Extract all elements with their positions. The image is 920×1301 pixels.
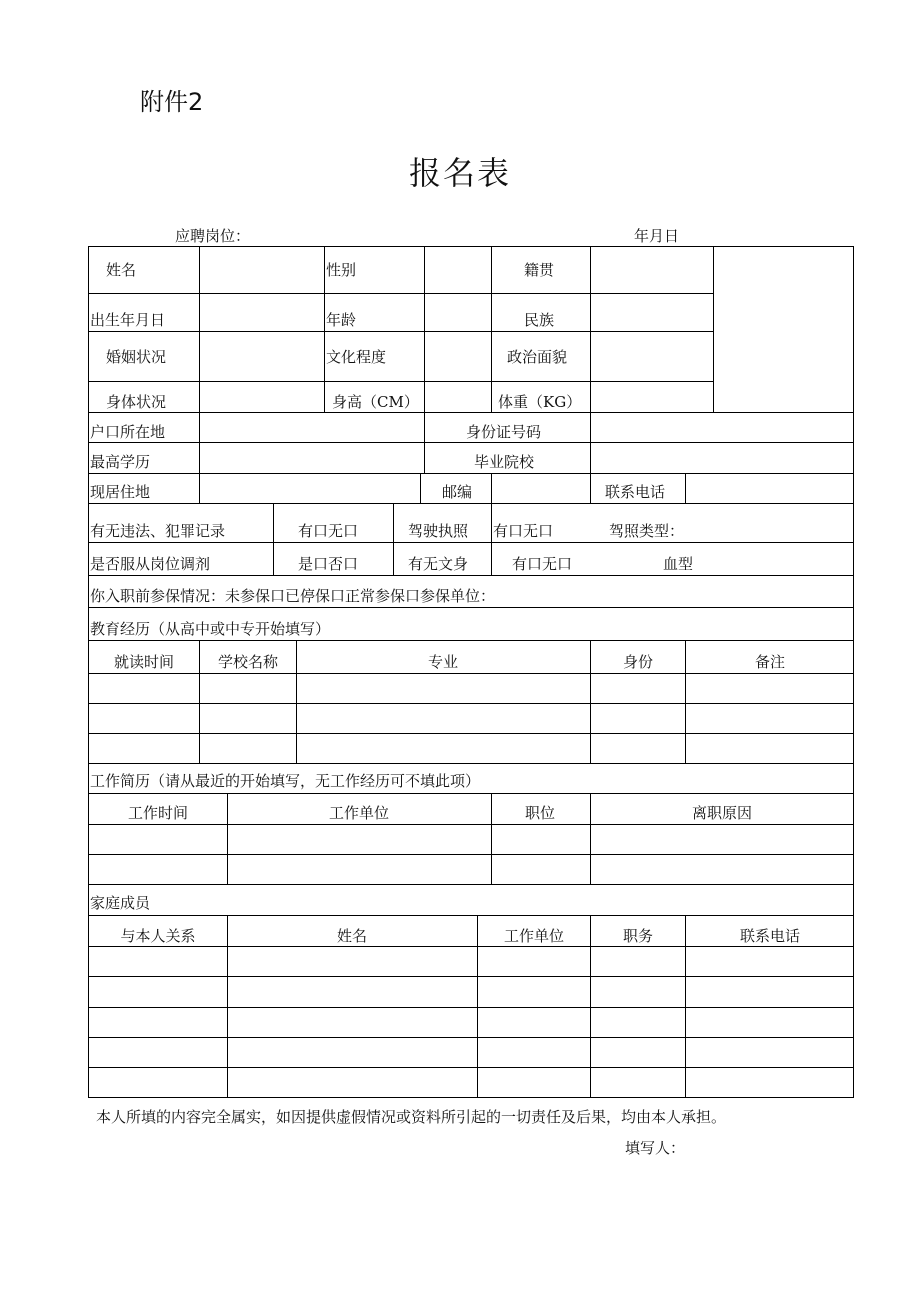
rule bbox=[685, 473, 686, 503]
rule bbox=[491, 246, 492, 412]
label-blood-type: 血型 bbox=[663, 555, 694, 573]
label-phone: 联系电话 bbox=[605, 483, 666, 501]
date-label: 年月日 bbox=[634, 227, 680, 245]
edu-col-school: 学校名称 bbox=[217, 653, 279, 671]
rule bbox=[88, 503, 854, 504]
rule bbox=[590, 246, 591, 412]
rule bbox=[685, 640, 686, 764]
rule bbox=[393, 542, 394, 575]
signer-label: 填写人： bbox=[625, 1139, 686, 1157]
label-height: 身高（CM） bbox=[332, 393, 419, 411]
edu-col-time: 就读时间 bbox=[113, 653, 175, 671]
label-graduated-school: 毕业院校 bbox=[474, 453, 535, 471]
criminal-options: 有口无口 bbox=[298, 522, 359, 540]
label-address: 现居住地 bbox=[90, 483, 151, 501]
photo-box[interactable] bbox=[714, 247, 853, 412]
rule bbox=[88, 412, 854, 413]
rule bbox=[393, 503, 394, 542]
work-col-time: 工作时间 bbox=[127, 804, 189, 822]
rule bbox=[88, 854, 854, 855]
rule bbox=[88, 1037, 854, 1038]
rule bbox=[420, 473, 421, 503]
rule bbox=[477, 915, 478, 1098]
label-id-number: 身份证号码 bbox=[466, 423, 542, 441]
rule bbox=[296, 640, 297, 764]
label-obey-transfer: 是否服从岗位调剂 bbox=[90, 555, 211, 573]
rule bbox=[88, 1067, 854, 1068]
rule bbox=[88, 884, 854, 885]
family-col-name: 姓名 bbox=[336, 927, 368, 945]
license-options: 有口无口 bbox=[493, 522, 554, 540]
label-hukou: 户口所在地 bbox=[90, 423, 166, 441]
tattoo-options: 有口无口 bbox=[512, 555, 573, 573]
rule bbox=[685, 915, 686, 1098]
insurance-status: 你入职前参保情况：未参保口已停保口正常参保口参保单位： bbox=[90, 587, 496, 605]
rule bbox=[88, 763, 854, 764]
edu-col-identity: 身份 bbox=[622, 653, 654, 671]
rule bbox=[88, 1097, 854, 1098]
family-col-phone: 联系电话 bbox=[739, 927, 801, 945]
label-postcode: 邮编 bbox=[442, 483, 473, 501]
rule bbox=[590, 412, 591, 473]
position-label: 应聘岗位： bbox=[175, 227, 251, 245]
label-native-place: 籍贯 bbox=[524, 261, 555, 279]
label-weight: 体重（KG） bbox=[498, 393, 582, 411]
rule bbox=[199, 640, 200, 764]
work-col-employer: 工作单位 bbox=[328, 804, 390, 822]
label-marital-status: 婚姻状况 bbox=[106, 348, 167, 366]
rule bbox=[88, 246, 89, 1098]
edu-col-remarks: 备注 bbox=[754, 653, 786, 671]
label-license-type: 驾照类型： bbox=[609, 522, 685, 540]
rule bbox=[88, 824, 854, 825]
rule bbox=[199, 473, 200, 503]
education-section-title: 教育经历（从高中或中专开始填写） bbox=[90, 620, 331, 638]
rule bbox=[88, 473, 854, 474]
work-section-title: 工作简历（请从最近的开始填写，无工作经历可不填此项） bbox=[90, 772, 481, 790]
rule bbox=[88, 542, 854, 543]
name-field[interactable] bbox=[200, 247, 324, 293]
rule bbox=[88, 331, 713, 332]
rule bbox=[853, 246, 854, 1098]
rule bbox=[273, 503, 274, 542]
edu-col-major: 专业 bbox=[427, 653, 459, 671]
page-title: 报名表 bbox=[408, 154, 511, 192]
work-col-position: 职位 bbox=[524, 804, 556, 822]
rule bbox=[590, 473, 591, 503]
registration-form bbox=[88, 246, 854, 1098]
rule bbox=[88, 607, 854, 608]
rule bbox=[88, 946, 854, 947]
label-highest-degree: 最高学历 bbox=[90, 453, 151, 471]
rule bbox=[590, 915, 591, 1098]
rule bbox=[590, 640, 591, 764]
rule bbox=[88, 381, 713, 382]
rule bbox=[227, 915, 228, 1098]
label-tattoo: 有无文身 bbox=[408, 555, 469, 573]
attachment-label: 附件2 bbox=[140, 88, 204, 116]
label-age: 年龄 bbox=[326, 311, 357, 329]
label-birth-date: 出生年月日 bbox=[90, 311, 166, 329]
rule bbox=[491, 542, 492, 575]
rule bbox=[88, 733, 854, 734]
rule bbox=[88, 793, 854, 794]
rule bbox=[590, 793, 591, 885]
rule bbox=[227, 793, 228, 885]
family-col-employer: 工作单位 bbox=[503, 927, 565, 945]
rule bbox=[88, 640, 854, 641]
rule bbox=[424, 412, 425, 473]
label-name: 姓名 bbox=[106, 261, 137, 279]
rule bbox=[491, 503, 492, 542]
label-health: 身体状况 bbox=[106, 393, 167, 411]
family-col-relation: 与本人关系 bbox=[120, 927, 196, 945]
label-criminal-record: 有无违法、犯罪记录 bbox=[90, 522, 226, 540]
rule bbox=[424, 246, 425, 412]
rule bbox=[199, 412, 200, 473]
rule bbox=[88, 442, 854, 443]
family-section-title: 家庭成员 bbox=[90, 894, 151, 912]
label-ethnicity: 民族 bbox=[524, 311, 555, 329]
transfer-options: 是口否口 bbox=[298, 555, 359, 573]
rule bbox=[491, 793, 492, 885]
work-col-leave-reason: 离职原因 bbox=[691, 804, 753, 822]
rule bbox=[88, 703, 854, 704]
rule bbox=[88, 293, 713, 294]
label-political-status: 政治面貌 bbox=[507, 348, 568, 366]
rule bbox=[273, 542, 274, 575]
declaration-text: 本人所填的内容完全属实，如因提供虚假情况或资料所引起的一切责任及后果，均由本人承担。 bbox=[96, 1108, 727, 1126]
label-education-level: 文化程度 bbox=[326, 348, 387, 366]
rule bbox=[88, 976, 854, 977]
rule bbox=[88, 673, 854, 674]
rule bbox=[88, 915, 854, 916]
rule bbox=[491, 473, 492, 503]
rule bbox=[88, 575, 854, 576]
label-gender: 性别 bbox=[326, 261, 357, 279]
rule bbox=[88, 1007, 854, 1008]
family-col-duty: 职务 bbox=[622, 927, 654, 945]
label-driving-license: 驾驶执照 bbox=[408, 522, 469, 540]
rule bbox=[324, 246, 325, 412]
